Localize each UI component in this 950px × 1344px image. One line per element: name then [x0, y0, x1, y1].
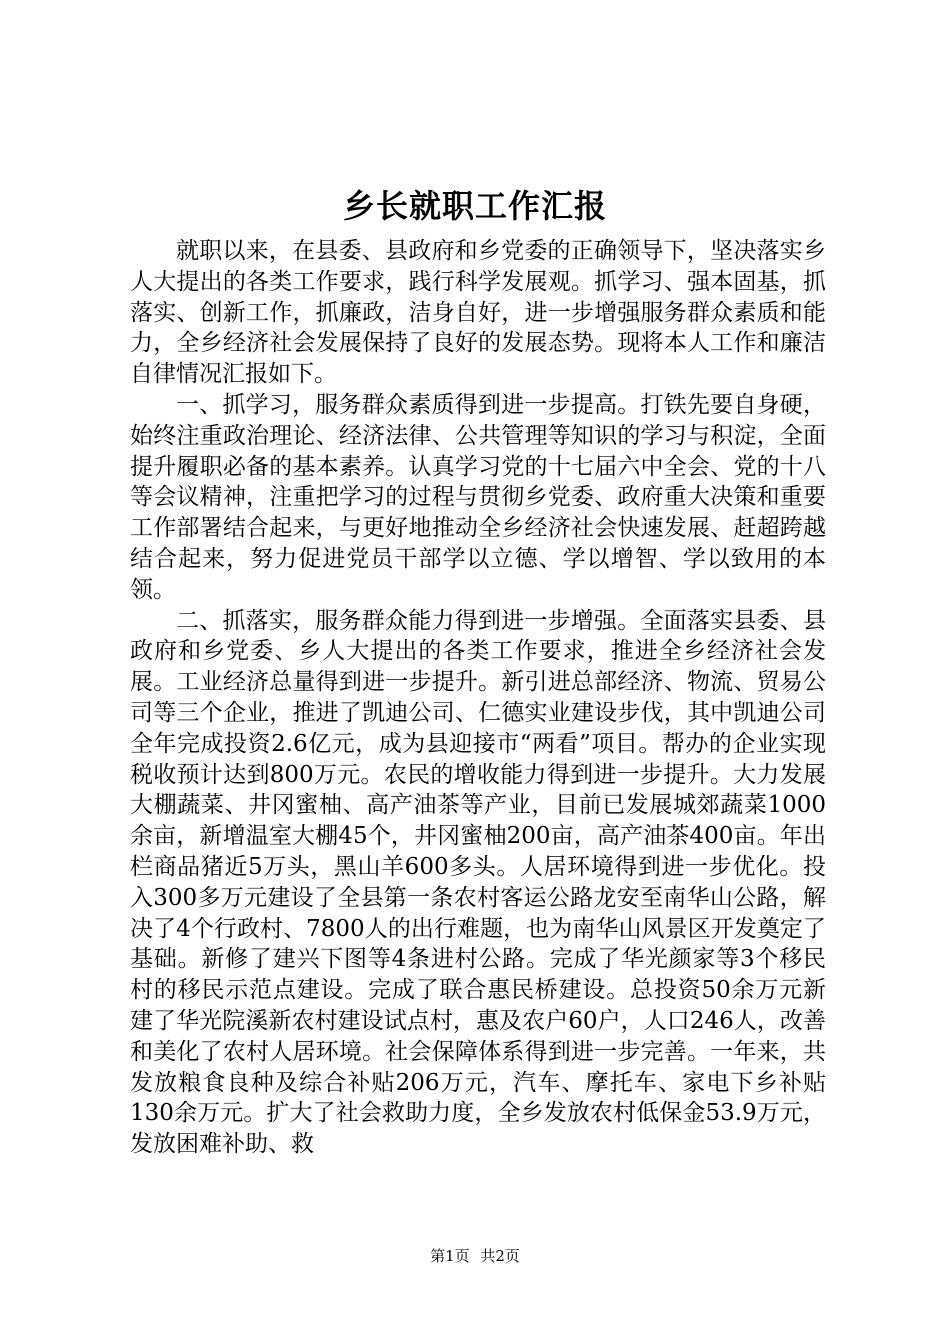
page-number-current: 第1页 [430, 1247, 470, 1265]
page-footer [0, 1246, 950, 1266]
page-number-total: 共2页 [480, 1247, 520, 1265]
paragraph-intro: 就职以来，在县委、县政府和乡党委的正确领导下，坚决落实乡人大提出的各类工作要求，践行科学发展观。抓学习、强本固基，抓落实、创新工作，抓廉政，洁身自好，进一步增强服务群众素质和能力，全乡经济社会发展保持了良好的发展态势。现将本人工作和廉洁自律情况汇报如下。 [130, 238, 826, 388]
paragraph-implementation: 二、抓落实，服务群众能力得到进一步增强。全面落实县委、县政府和乡党委、乡人大提出的各类工作要求，推进全乡经济社会发展。工业经济总量得到进一步提升。新引进总部经济、物流、贸易公司等三个企业，推进了凯迪公司、仁德实业建设步伐，其中凯迪公司全年完成投资2.6亿元，成为县迎接市“两看”项目。帮办的企业实现税收预计达到800万元。农民的增收能力得到进一步提升。大力发展大棚蔬菜、井冈蜜柚、高产油茶等产业，目前已发展城郊蔬菜1000余亩，新增温室大棚45个，井冈蜜柚200亩，高产油茶400亩。年出栏商品猪近5万头，黑山羊600多头。人居环境得到进一步优化。投入300多万元建设了全县第一条农村客运公路龙安至南华山公路，解决了4个行政村、7800人的出行难题，也为南华山风景区开发奠定了基础。新修了建兴下图等4条进村公路。完成了华光颜家等3个移民村的移民示范点建设。完成了联合惠民桥建设。总投资50余万元新建了华光院溪新农村建设试点村，惠及农户60户，人口246人，改善和美化了农村人居环境。社会保障体系得到进一步完善。一年来，共发放粮食良种及综合补贴206万元，汽车、摩托车、家电下乡补贴130余万元。扩大了社会救助力度，全乡发放农村低保金53.9万元，发放困难补助、救 [130, 607, 826, 1158]
document-title: 乡长就职工作汇报 [342, 187, 607, 225]
document-body [130, 236, 826, 1160]
paragraph-study: 一、抓学习，服务群众素质得到进一步提高。打铁先要自身硬，始终注重政治理论、经济法律、公共管理等知识的学习与积淀，全面提升履职必备的基本素养。认真学习党的十七届六中全会、党的十八等会议精神，注重把学习的过程与贯彻乡党委、政府重大决策和重要工作部署结合起来，与更好地推动全乡经济社会快速发展、赶超跨越结合起来，努力促进党员干部学以立德、学以增智、学以致用的本领。 [130, 391, 826, 603]
